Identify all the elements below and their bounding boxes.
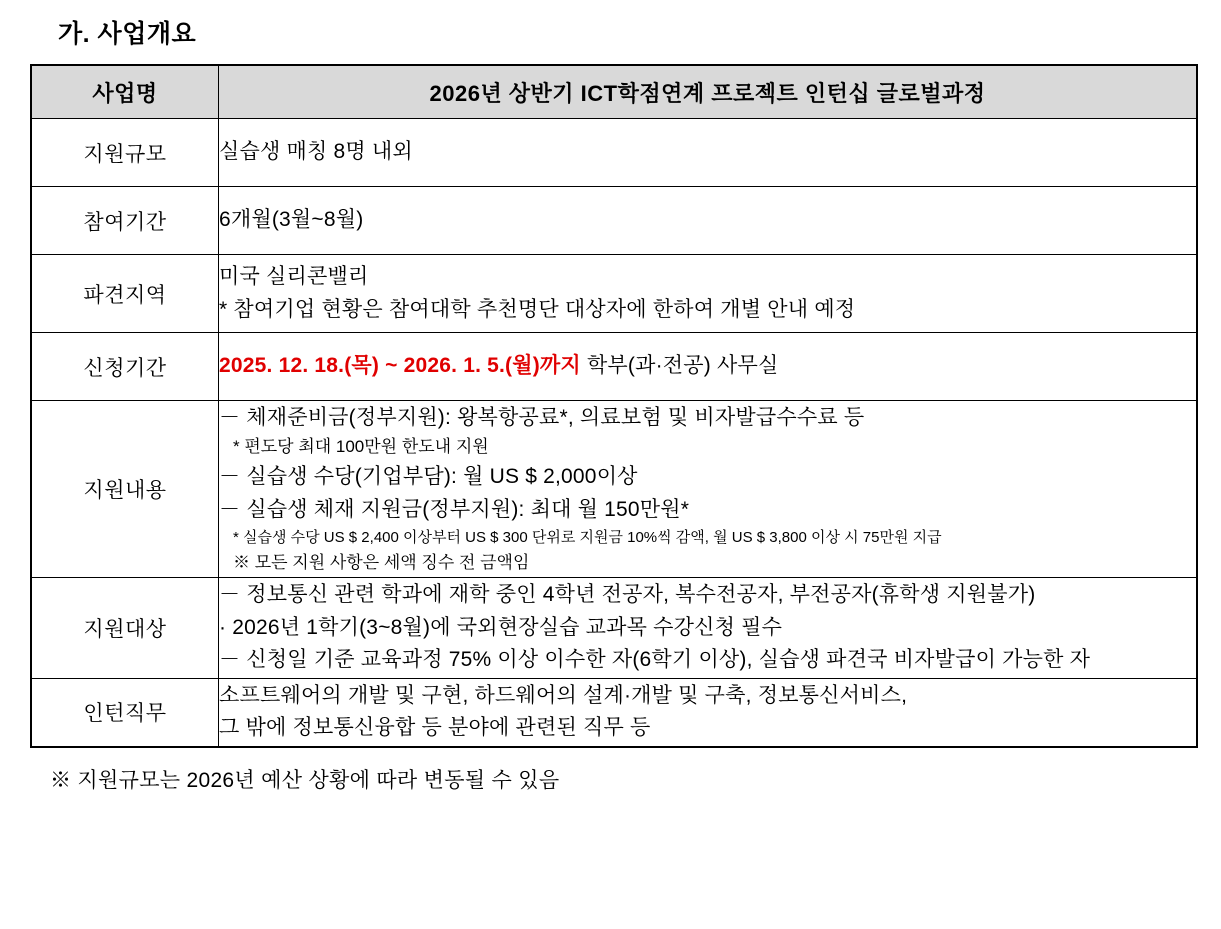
row-value-support-details [219, 401, 1198, 578]
row-label-support-scale: 지원규모 [31, 119, 219, 187]
text-line: － 실습생 수당(기업부담): 월 US $ 2,000이상 [219, 465, 638, 489]
table-row [31, 187, 1197, 255]
page-title: 가. 사업개요 [58, 20, 197, 48]
text-line: * 편도당 최대 100만원 한도내 지원 [233, 437, 489, 457]
row-value-support-scale [219, 119, 1198, 187]
table-header-row [31, 65, 1197, 119]
text-line: 실습생 매칭 8명 내외 [219, 140, 413, 164]
row-value-eligibility [219, 578, 1198, 678]
text-line: 그 밖에 정보통신융합 등 분야에 관련된 직무 등 [219, 716, 651, 740]
row-label-intern-duties: 인턴직무 [31, 678, 219, 746]
text-line: ※ 모든 지원 사항은 세액 징수 전 금액임 [233, 552, 530, 572]
table-row [31, 401, 1197, 578]
row-label-support-details: 지원내용 [31, 401, 219, 578]
row-label-dispatch-region: 파견지역 [31, 255, 219, 333]
program-overview-table [30, 64, 1198, 748]
text-line: 6개월(3월~8월) [219, 208, 364, 232]
table-row [31, 255, 1197, 333]
row-value-dispatch-region [219, 255, 1198, 333]
text-line: * 참여기업 현황은 참여대학 추천명단 대상자에 한하여 개별 안내 예정 [219, 297, 856, 321]
text-line: － 신청일 기준 교육과정 75% 이상 이수한 자(6학기 이상), 실습생 파견국 비자발급이 가능한 자 [219, 648, 1091, 672]
text-line: － 체재준비금(정부지원): 왕복항공료*, 의료보험 및 비자발급수수료 등 [219, 406, 865, 429]
footnote: ※ 지원규모는 2026년 예산 상황에 따라 변동될 수 있음 [50, 768, 560, 792]
table-header-value: 2026년 상반기 ICT학점연계 프로젝트 인턴십 글로벌과정 [219, 65, 1198, 119]
text-line: · 2026년 1학기(3~8월)에 국외현장실습 교과목 수강신청 필수 [219, 615, 783, 639]
text-line: 미국 실리콘밸리 [219, 265, 369, 289]
table-row [31, 678, 1197, 746]
text-line: － 실습생 체재 지원금(정부지원): 최대 월 150만원* [219, 497, 690, 521]
table-row [31, 119, 1197, 187]
row-value-application-period [219, 333, 1198, 401]
row-label-eligibility: 지원대상 [31, 578, 219, 678]
table-header-label: 사업명 [31, 65, 219, 119]
text-line: － 정보통신 관련 학과에 재학 중인 4학년 전공자, 복수전공자, 부전공자(휴학생 지원불가) [219, 583, 1036, 607]
row-label-period: 참여기간 [31, 187, 219, 255]
text-line [219, 351, 1196, 381]
row-value-intern-duties [219, 678, 1198, 746]
text-line: 소프트웨어의 개발 및 구현, 하드웨어의 설계·개발 및 구축, 정보통신서비스, [219, 683, 908, 707]
application-deadline-highlight: 2025. 12. 18.(목) ~ 2026. 1. 5.(월)까지 [219, 354, 581, 378]
text-line: * 실습생 수당 US $ 2,400 이상부터 US $ 300 단위로 지원금 10%씩 감액, 월 US $ 3,800 이상 시 75만원 지급 [233, 528, 942, 546]
table-row [31, 333, 1197, 401]
table-row [31, 578, 1197, 678]
application-office: 학부(과·전공) 사무실 [580, 354, 779, 378]
row-label-application-period: 신청기간 [31, 333, 219, 401]
row-value-period [219, 187, 1198, 255]
